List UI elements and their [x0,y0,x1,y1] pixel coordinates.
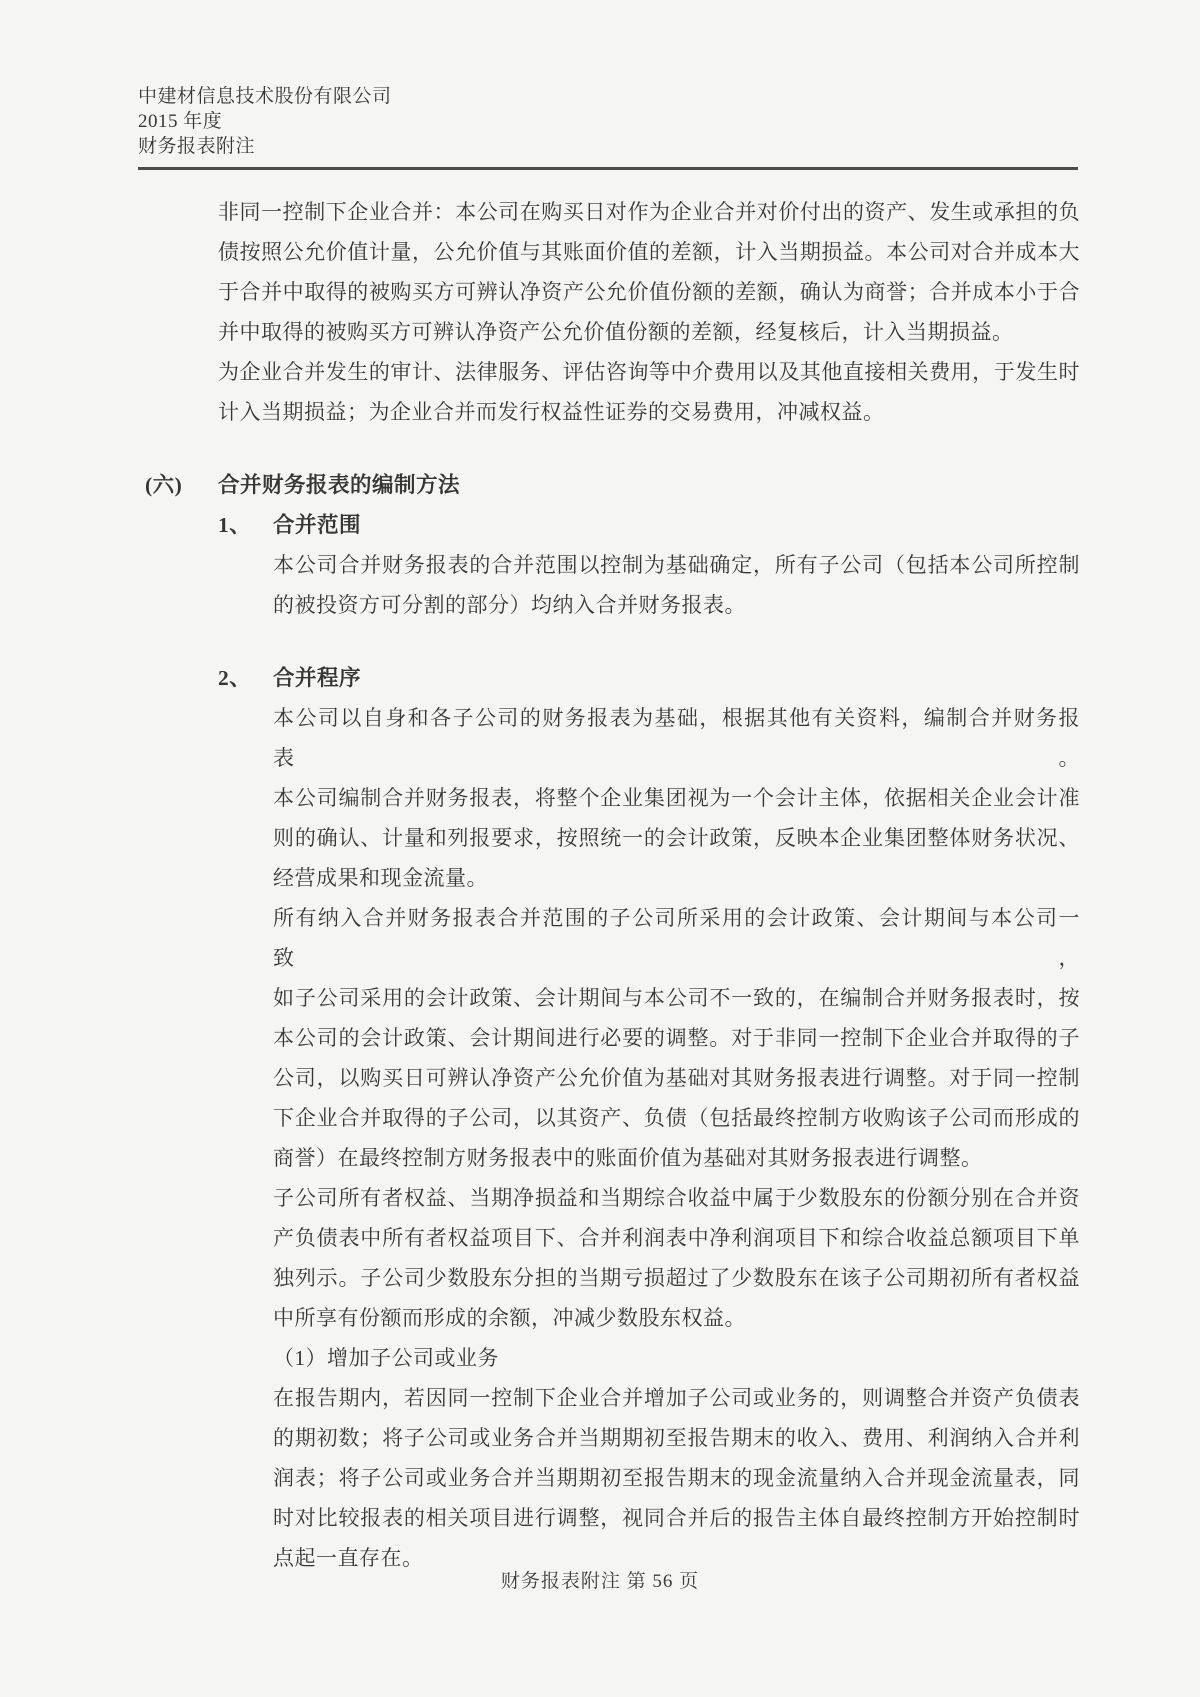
section-number: (六) [145,473,183,497]
paragraph-line: 中所享有份额而形成的余额，冲减少数股东权益。 [273,1306,746,1330]
paragraph-line: 商誉）在最终控制方财务报表中的账面价值为基础对其财务报表进行调整。 [273,1146,983,1170]
paragraph-line: 的被投资方可分割的部分）均纳入合并财务报表。 [273,593,746,617]
paragraph-line: 本公司以自身和各子公司的财务报表为基础，根据其他有关资料，编制合并财务报表。 [273,706,1080,770]
footer-page-label: 财务报表附注 第 56 页 [500,1571,700,1592]
paragraph-line: 下企业合并取得的子公司，以其资产、负债（包括最终控制方收购该子公司而形成的 [273,1106,1080,1130]
paragraph-line: 在报告期内，若因同一控制下企业合并增加子公司或业务的，则调整合并资产负债表 [273,1386,1080,1410]
page-footer [0,1566,1200,1593]
paragraph [273,1338,1080,1378]
paragraph-line: 本公司编制合并财务报表，将整个企业集团视为一个会计主体，依据相关企业会计准 [273,786,1080,810]
header-year: 2015 年度 [138,111,223,132]
paragraph-line: 子公司所有者权益、当期净损益和当期综合收益中属于少数股东的份额分别在合并资 [273,1186,1080,1210]
paragraph-line: 则的确认、计量和列报要求，按照统一的会计政策，反映本企业集团整体财务状况、 [273,826,1080,850]
paragraph-line: 本公司合并财务报表的合并范围以控制为基础确定，所有子公司（包括本公司所控制 [273,553,1080,577]
section-title: 合并程序 [273,666,362,690]
paragraph-line: 计入当期损益；为企业合并而发行权益性证券的交易费用，冲减权益。 [218,400,885,424]
paragraph [218,192,1080,352]
paragraph [273,545,1080,625]
header-doc-title: 财务报表附注 [138,136,256,157]
paragraph-line: 并中取得的被购买方可辨认净资产公允价值份额的差额，经复核后，计入当期损益。 [218,320,1014,344]
section-title: 合并财务报表的编制方法 [218,473,461,497]
paragraph-line: 的期初数；将子公司或业务合并当期期初至报告期末的收入、费用、利润纳入合并利 [273,1426,1080,1450]
paragraph [273,1378,1080,1578]
paragraph-line: 于合并中取得的被购买方可辨认净资产公允价值份额的差额，确认为商誉；合并成本小于合 [218,280,1080,304]
section-number: 1、 [218,513,252,537]
paragraph-line: （1）增加子公司或业务 [273,1346,499,1370]
paragraph-line: 独列示。子公司少数股东分担的当期亏损超过了少数股东在该子公司期初所有者权益 [273,1266,1080,1290]
section-heading [218,658,1200,698]
paragraph [218,352,1080,432]
header-company-name: 中建材信息技术股份有限公司 [138,86,392,107]
paragraph-line: 经营成果和现金流量。 [273,866,488,890]
paragraph-line: 本公司的会计政策、会计期间进行必要的调整。对于非同一控制下企业合并取得的子 [273,1026,1080,1050]
paragraph-line: 公司，以购买日可辨认净资产公允价值为基础对其财务报表进行调整。对于同一控制 [273,1066,1080,1090]
section-title: 合并范围 [273,513,362,537]
paragraph [273,898,1080,1178]
paragraph-line: 产负债表中所有者权益项目下、合并利润表中净利润项目下和综合收益总额项目下单 [273,1226,1080,1250]
paragraph-line: 所有纳入合并财务报表合并范围的子公司所采用的会计政策、会计期间与本公司一致， [273,906,1080,970]
section-number: 2、 [218,666,252,690]
page-header [138,0,1200,170]
paragraph [273,1178,1080,1338]
paragraph-line: 时对比较报表的相关项目进行调整，视同合并后的报告主体自最终控制方开始控制时 [273,1506,1080,1530]
header-rule [138,167,1078,170]
paragraph-line: 为企业合并发生的审计、法律服务、评估咨询等中介费用以及其他直接相关费用，于发生时 [218,360,1080,384]
section-heading [145,465,1200,505]
paragraph-line: 债按照公允价值计量，公允价值与其账面价值的差额，计入当期损益。本公司对合并成本大 [218,240,1080,264]
paragraph-line: 如子公司采用的会计政策、会计期间与本公司不一致的，在编制合并财务报表时，按 [273,986,1080,1010]
paragraph-line: 点起一直存在。 [273,1546,424,1570]
section-heading [218,505,1200,545]
paragraph-line: 润表；将子公司或业务合并当期期初至报告期末的现金流量纳入合并现金流量表，同 [273,1466,1080,1490]
paragraph [273,698,1080,898]
paragraph-line: 非同一控制下企业合并：本公司在购买日对作为企业合并对价付出的资产、发生或承担的负 [218,200,1080,224]
document-body [0,192,1200,1578]
